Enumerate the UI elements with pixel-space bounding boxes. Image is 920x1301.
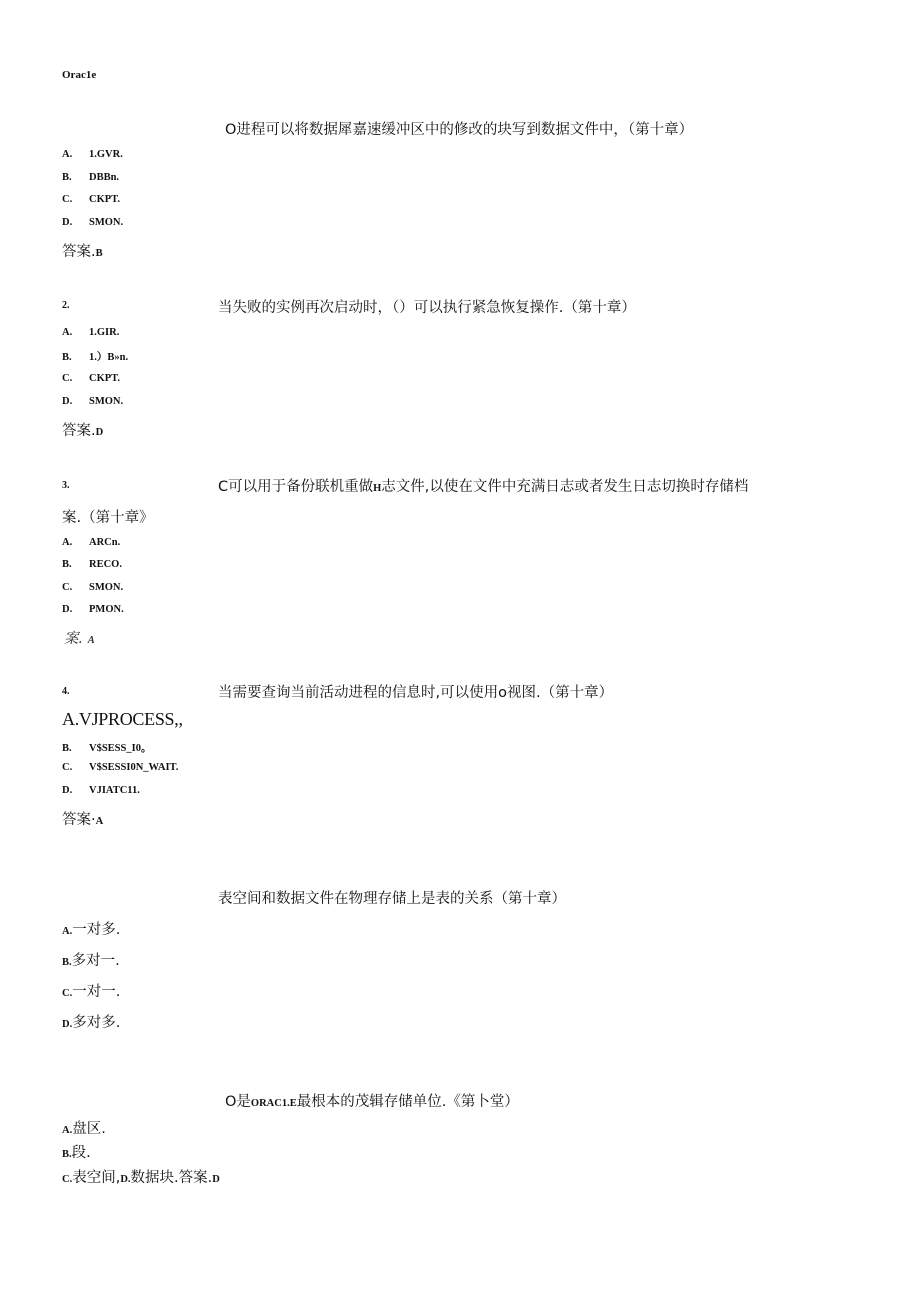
question-2-option-d: D. SMON. bbox=[62, 396, 124, 407]
question-2-option-a: A. 1.GIR. bbox=[62, 327, 120, 338]
question-1-option-d: D. SMON. bbox=[62, 217, 124, 228]
question-3-option-c: C. SMON. bbox=[62, 582, 124, 593]
question-1-text: O进程可以将数据犀嘉速缓冲区中的修改的块写到数据文件中，（第十章） bbox=[225, 122, 694, 138]
question-1-option-c: C. CKPT. bbox=[62, 194, 121, 205]
question-5-option-c: C.一对一. bbox=[62, 984, 121, 1000]
question-5-option-d: D.多对多. bbox=[62, 1015, 121, 1031]
question-4-number: 4. bbox=[62, 686, 70, 697]
question-3-option-a: A. ARCn. bbox=[62, 537, 121, 548]
question-5-text: 表空间和数据文件在物理存储上是表的关系（第十章） bbox=[218, 891, 566, 907]
question-4-answer: 答案·A bbox=[62, 812, 104, 828]
question-3-text: C可以用于备份联机重做H志文件,以使在文件中充满日志或者发生日志切换时存储档 bbox=[218, 479, 749, 495]
question-3-option-d: D. PMON. bbox=[62, 604, 124, 615]
question-4-text: 当需要查询当前活动进程的信息时,可以使用o视图.（第十章） bbox=[218, 685, 614, 701]
question-1-option-b: B. DBBn. bbox=[62, 172, 120, 183]
question-3-answer: 案. A bbox=[64, 631, 95, 647]
question-6-answer: D bbox=[212, 1174, 220, 1185]
question-2-option-b: B. 1.）B»n. bbox=[62, 352, 129, 363]
question-6-option-a: A.盘区. bbox=[62, 1121, 106, 1137]
question-3-text-line2: 案.（第十章》 bbox=[62, 510, 154, 526]
question-5-option-a: A.一对多. bbox=[62, 922, 121, 938]
question-6-option-b: B.段. bbox=[62, 1145, 91, 1161]
question-4-option-b: B. V$SESS_I0。 bbox=[62, 743, 152, 754]
question-1-answer: 答案.B bbox=[62, 244, 103, 260]
question-4-option-a: A.VJPROCESS,, bbox=[62, 709, 183, 729]
question-2-option-c: C. CKPT. bbox=[62, 373, 121, 384]
question-2-number: 2. bbox=[62, 300, 70, 311]
document-header: Orac1e bbox=[62, 69, 97, 81]
question-6-option-c-d-answer: C.表空间,D.数据块.答案.D bbox=[62, 1170, 220, 1186]
question-2-text: 当失败的实例再次启动时，（）可以执行紧急恢复操作.（第十章） bbox=[218, 300, 636, 316]
question-3-number: 3. bbox=[62, 480, 70, 491]
question-4-option-c: C. V$SESSI0N_WAIT. bbox=[62, 762, 179, 773]
question-2-answer: 答案.D bbox=[62, 423, 104, 439]
question-6-text: O是ORAC1.E最根本的茂辑存储单位.《第卜堂） bbox=[225, 1094, 519, 1110]
question-5-option-b: B.多对一. bbox=[62, 953, 120, 969]
question-1-option-a: A. 1.GVR. bbox=[62, 149, 123, 160]
question-4-option-d: D. VJIATC11. bbox=[62, 785, 140, 796]
question-3-option-b: B. RECO. bbox=[62, 559, 122, 570]
